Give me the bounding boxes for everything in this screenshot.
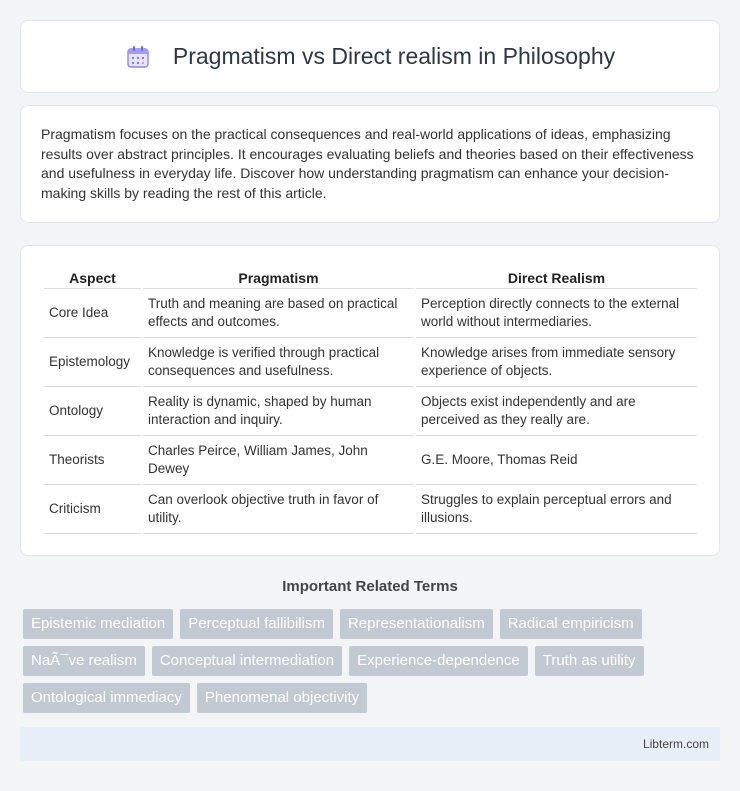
related-term-tag[interactable]: Epistemic mediation <box>23 609 173 639</box>
footer-site-link[interactable]: Libterm.com <box>642 737 709 751</box>
table-row <box>44 289 697 338</box>
related-term-tag[interactable]: Perceptual fallibilism <box>180 609 333 639</box>
comparison-table <box>42 266 699 534</box>
table-row <box>44 387 697 436</box>
header-direct-realism: Direct Realism <box>416 266 697 289</box>
row-aspect: Theorists <box>44 436 141 485</box>
related-term-tag[interactable]: Truth as utility <box>535 646 644 676</box>
row-pragmatism: Truth and meaning are based on practical effects and outcomes. <box>143 289 414 338</box>
row-pragmatism: Charles Peirce, William James, John Dewey <box>143 436 414 485</box>
table-row <box>44 338 697 387</box>
row-pragmatism: Reality is dynamic, shaped by human interaction and inquiry. <box>143 387 414 436</box>
row-direct-realism: Knowledge arises from immediate sensory experience of objects. <box>416 338 697 387</box>
calendar-grid-icon <box>125 44 151 70</box>
header-aspect: Aspect <box>44 266 141 289</box>
tag-row <box>23 683 723 713</box>
row-pragmatism: Can overlook objective truth in favor of utility. <box>143 485 414 534</box>
related-terms-list <box>23 609 723 720</box>
related-term-tag[interactable]: NaÃ¯ve realism <box>23 646 145 676</box>
row-direct-realism: Perception directly connects to the external world without intermediaries. <box>416 289 697 338</box>
related-term-tag[interactable]: Experience-dependence <box>349 646 528 676</box>
row-pragmatism: Knowledge is verified through practical consequences and usefulness. <box>143 338 414 387</box>
tag-row <box>23 646 723 676</box>
intro-card <box>20 105 720 223</box>
comparison-table-card <box>20 245 720 556</box>
footer <box>20 727 720 761</box>
page-title: Pragmatism vs Direct realism in Philosophy <box>172 43 616 69</box>
row-direct-realism: Struggles to explain perceptual errors and illusions. <box>416 485 697 534</box>
related-terms-title: Important Related Terms <box>282 578 458 595</box>
related-term-tag[interactable]: Phenomenal objectivity <box>197 683 367 713</box>
row-aspect: Core Idea <box>44 289 141 338</box>
related-term-tag[interactable]: Representationalism <box>340 609 493 639</box>
table-row <box>44 485 697 534</box>
related-term-tag[interactable]: Conceptual intermediation <box>152 646 342 676</box>
table-header-row <box>44 266 697 289</box>
tag-row <box>23 609 723 639</box>
intro-text: Pragmatism focuses on the practical consequences and real-world applications of ideas, emphasizing results over abstract principles. It encourages evaluating beliefs and theories based on their effectiveness and usefulness in everyday life. Discover how understanding pragmatism can enhance your decision-making skills by reading the rest of this article. <box>41 126 694 201</box>
header-card <box>20 20 720 93</box>
related-term-tag[interactable]: Radical empiricism <box>500 609 642 639</box>
row-direct-realism: Objects exist independently and are perceived as they really are. <box>416 387 697 436</box>
table-row <box>44 436 697 485</box>
header-pragmatism: Pragmatism <box>143 266 414 289</box>
row-aspect: Criticism <box>44 485 141 534</box>
related-term-tag[interactable]: Ontological immediacy <box>23 683 190 713</box>
row-aspect: Ontology <box>44 387 141 436</box>
row-aspect: Epistemology <box>44 338 141 387</box>
row-direct-realism: G.E. Moore, Thomas Reid <box>416 436 697 485</box>
